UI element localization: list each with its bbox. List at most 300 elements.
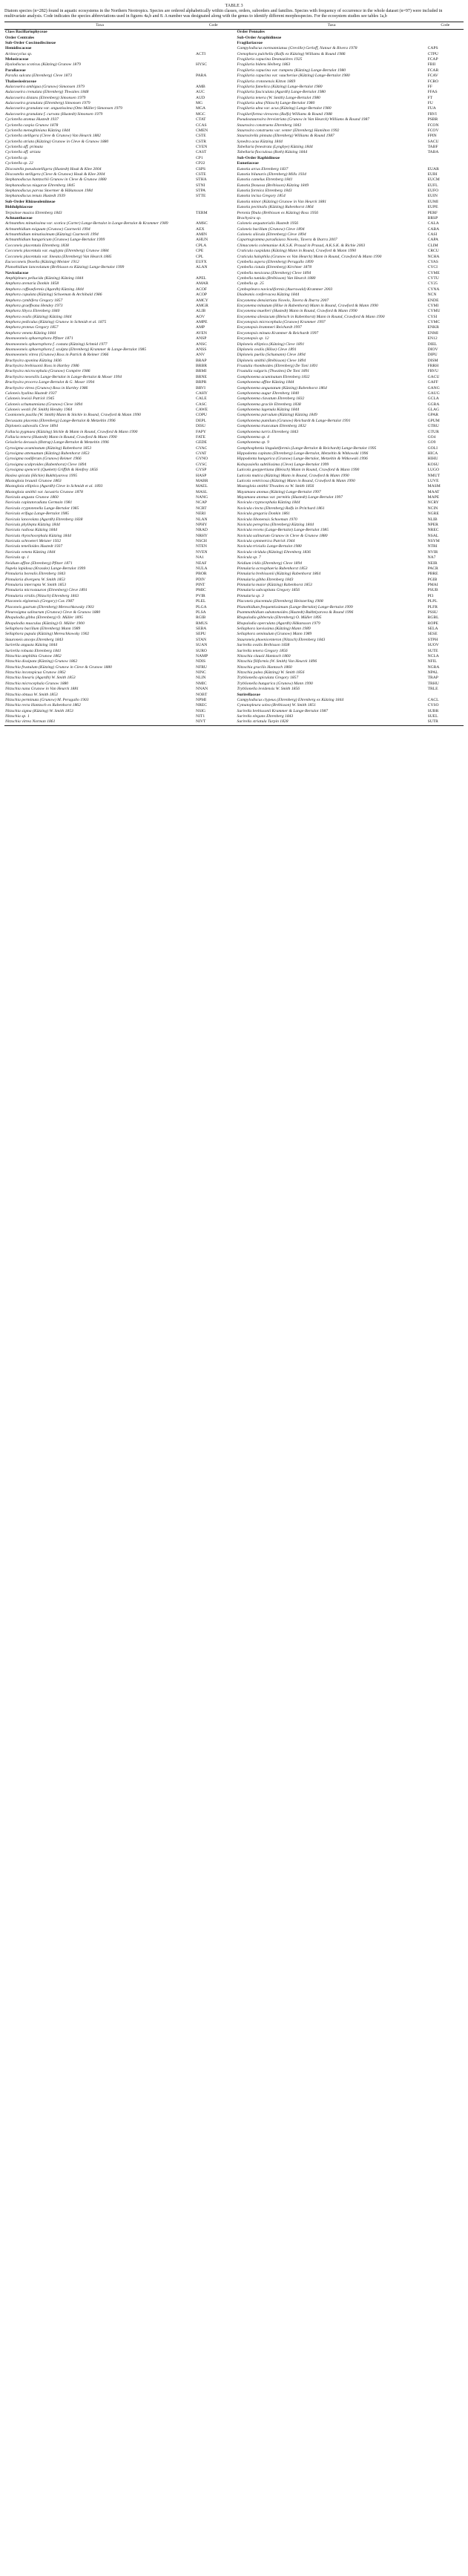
- taxon-right: Brachysira sp.: [237, 215, 262, 220]
- taxon-right: Gomphonema affine Kützing 1844: [237, 380, 294, 385]
- taxon-left: Achnanthidium exiguum (Grunow) Czarnecki 1994: [5, 226, 90, 232]
- code-right: NEIR: [427, 560, 438, 566]
- table-row: [4, 315, 464, 320]
- code-right: SUEL: [427, 714, 438, 719]
- taxon-right: Hippodonta capitata (Ehrenberg) Lange-Bertalot, Metzeltin & Witkowski 1996: [237, 451, 369, 456]
- taxon-left: Geissleria decussis (Østrup) Lange-Bertalot & Metzeltin 1996: [5, 440, 109, 445]
- taxon-right: Fragilaria capucina var. rumpens (Kützing) Lange-Bertalot 1980: [237, 68, 346, 73]
- taxon-left: Caloneis lewisii Patrick 1945: [5, 396, 55, 402]
- table-row: [4, 555, 464, 560]
- code-right: [427, 30, 464, 36]
- taxon-left: Anomoeoneis sphaerophora f. costata (Kützing) Schmid 1977: [5, 341, 108, 347]
- code-right: PI3: [427, 593, 434, 598]
- table-row: [4, 369, 464, 374]
- code-right: [427, 161, 464, 166]
- code-right: CYMI: [427, 303, 439, 308]
- taxon-right: Fragilaria capucina Desmazières 1925: [237, 57, 303, 62]
- code-right: CYMC: [427, 320, 441, 324]
- taxon-left: Terpsinoe musica Ehrenberg 1843: [5, 210, 62, 215]
- taxon-right: Navicula peregrina (Ehrenberg) Kützing 1844: [237, 522, 314, 527]
- taxon-right: Surirella brebissonii Krammer & Lange-Bertalot 1987: [237, 708, 329, 713]
- code-right: CASI: [427, 232, 438, 237]
- taxon-left: Navicula sp. 1: [5, 555, 30, 560]
- taxon-left: Amphora veneta Kützing 1844: [5, 330, 56, 336]
- code-left: AVEN: [196, 330, 207, 336]
- code-left: EUFX: [196, 259, 207, 264]
- table-row: [4, 325, 464, 330]
- taxon-right: Nitzschia palea (Kützing) W. Smith 1856: [237, 670, 305, 675]
- code-right: NVIR: [427, 549, 438, 555]
- taxon-right: Diploneis ovalis (Hilse) Cleve 1891: [237, 347, 297, 352]
- taxon-left: Aulacoseira granulata (Ehrenberg) Simonsen 1979: [5, 101, 90, 105]
- code-left: NULA: [196, 566, 208, 571]
- code-left: NA1: [196, 555, 204, 560]
- code-right: NMUT: [427, 473, 441, 478]
- code-left: NRAD: [196, 528, 208, 533]
- code-right: FPIN: [427, 134, 437, 139]
- code-right: NFIL: [427, 659, 438, 664]
- taxon-left: Naviculaceae: [5, 270, 29, 275]
- code-left: CPL: [196, 254, 204, 259]
- taxon-left: Paraliaceae: [5, 68, 26, 73]
- table-row: [4, 172, 464, 177]
- code-left: AEX: [196, 226, 205, 232]
- code-right: LUVE: [427, 478, 439, 483]
- code-left: COPU: [196, 413, 207, 418]
- code-right: NPER: [427, 522, 438, 527]
- code-right: HIHU: [427, 457, 438, 462]
- taxon-left: Stephanodiscus niagarae Ehrenberg 1845: [5, 183, 75, 188]
- code-left: [195, 57, 231, 62]
- code-left: MABR: [196, 478, 208, 483]
- table-row: [4, 150, 464, 155]
- code-left: SURO: [196, 648, 207, 653]
- code-right: NSAL: [427, 533, 439, 538]
- taxon-right: Luticola mutica (Kützing) Mann in Round, Crawford & Mann 1990: [237, 473, 349, 478]
- taxon-right: Pinnularia acrosphaeria Rabenhorst 1853: [237, 566, 308, 571]
- taxon-left: Rhopalodia gibba (Ehrenberg) O. Müller 1895: [5, 615, 83, 621]
- taxon-left: Brachysira microcephala (Grunow) Compère 1986: [5, 369, 90, 374]
- table-row: [4, 68, 464, 73]
- table-row: [4, 511, 464, 517]
- taxon-right: Staurosira construens var. venter (Ehrenberg) Hamilton 1992: [237, 128, 340, 133]
- taxon-left: Mastogloia braunii Grunow 1863: [5, 478, 62, 483]
- table-row: [4, 396, 464, 402]
- header-taxa-left: Taxa: [4, 22, 195, 29]
- code-left: AUD: [196, 95, 205, 100]
- code-left: CAHY: [196, 390, 208, 396]
- code-right: FCON: [427, 122, 439, 128]
- taxon-right: Gomphonema augur Ehrenberg 1840: [237, 390, 300, 396]
- taxon-right: Cymbella cistula (Ehrenberg) Kirchner 1878: [237, 265, 312, 270]
- code-left: NNAN: [196, 687, 208, 692]
- taxon-left: Gyrosigma scalproides (Rabenhorst) Cleve 1894: [5, 462, 87, 467]
- taxon-right: Caloneis silicula (Ehrenberg) Cleve 1894: [237, 232, 306, 237]
- table-row: [4, 687, 464, 692]
- code-left: GEDE: [196, 440, 207, 445]
- taxon-right: Navicula libonensis Schoeman 1970: [237, 517, 297, 522]
- code-left: STHA: [196, 177, 207, 183]
- table-row: [4, 30, 464, 36]
- taxon-left: Aulacoseira granulata var. angustissima (Otto Müller) Simonsen 1979: [5, 106, 122, 111]
- table-row: [4, 605, 464, 610]
- code-right: FCRO: [427, 79, 439, 84]
- taxon-left: Gyrosigma nodiferum (Grunow) Reimer 1966: [5, 457, 82, 462]
- code-right: PLFR: [427, 604, 438, 609]
- table-row: [4, 665, 464, 670]
- table-row: [4, 638, 464, 643]
- code-right: CABA: [427, 226, 440, 232]
- header-code-left: Code: [195, 22, 231, 29]
- code-left: PLSA: [196, 609, 206, 615]
- table-row: [4, 506, 464, 511]
- taxon-left: Stephanodiscus parvus Stoermer & Håkansson 1984: [5, 189, 93, 193]
- table-row: [4, 572, 464, 577]
- table-row: [4, 386, 464, 391]
- taxon-left: Rhopalodia musculus (Kützing) O. Müller 1900: [5, 621, 85, 626]
- code-left: AMCY: [196, 298, 208, 303]
- code-right: BRSP: [427, 215, 438, 220]
- taxon-right: Gomphonema parvulum (Kützing) Kützing 1849: [237, 413, 317, 418]
- taxon-left: Navicula schroeteri Meister 1932: [5, 539, 62, 543]
- code-left: AMIN: [196, 232, 207, 237]
- taxon-right: Sellaphora laevissima (Kützing) Mann 1989: [237, 627, 311, 631]
- code-left: SUAN: [196, 643, 208, 648]
- table-row: [4, 265, 464, 270]
- code-left: [195, 271, 231, 276]
- taxon-left: Cyclotella sp.: [5, 155, 28, 160]
- code-left: PINT: [196, 583, 205, 587]
- code-left: PDIV: [196, 577, 206, 582]
- taxon-left: Navicula angusta Grunow 1860: [5, 495, 59, 500]
- code-left: BRPR: [196, 380, 207, 385]
- code-right: NGRA: [427, 664, 440, 670]
- table-caption: [4, 3, 464, 20]
- code-left: ANSS: [196, 347, 207, 352]
- taxon-left: Cyclotella aff. primata: [5, 145, 43, 149]
- code-left: CYEN: [196, 145, 208, 149]
- taxon-left: Discostella pseudostelligera (Hustedt) Houk & Klee 2004: [5, 166, 102, 171]
- code-left: NFRU: [196, 664, 207, 670]
- table-row: [4, 156, 464, 161]
- code-right: GO4: [427, 434, 436, 439]
- taxon-right: Sub-Order Raphidineae: [237, 155, 280, 160]
- taxon-right: Surirella elegans Ehrenberg 1843: [237, 714, 294, 719]
- code-left: TERM: [196, 210, 208, 215]
- taxon-right: Luticola goeppertiana (Bleisch) Mann in Round, Crawford & Mann 1990: [237, 468, 360, 473]
- taxon-left: Caloneis schumanniana (Grunow) Cleve 1894: [5, 402, 83, 407]
- code-right: NCLA: [427, 653, 439, 658]
- code-left: [195, 36, 231, 41]
- taxon-right: Placoneis placentula (Ehrenberg) Heinzerling 1908: [237, 599, 323, 604]
- code-left: CPLA: [196, 243, 207, 248]
- taxon-right: Encyonopsis microcephala (Grunow) Krammer 1997: [237, 320, 326, 324]
- taxon-left: Navicula veneta Kützing 1844: [5, 549, 56, 555]
- taxon-left: Cyclotella meneghiniana Kützing 1844: [5, 128, 70, 133]
- table-row: [4, 659, 464, 664]
- code-left: [195, 205, 231, 210]
- table-row: [4, 73, 464, 79]
- table-row: [4, 380, 464, 385]
- taxon-left: Diploneis subovalis Cleve 1894: [5, 424, 59, 429]
- code-left: NCAP: [196, 500, 207, 506]
- taxon-right: Fragilaria crotonensis Kitton 1869: [237, 79, 296, 84]
- taxon-right: Peronia fibula (Brébisson ex Kützing) Ross 1956: [237, 210, 319, 215]
- taxon-left: Hyalodiscus scoticus (Kützing) Grunow 1879: [5, 62, 81, 68]
- code-right: FCAP: [427, 57, 438, 62]
- taxon-left: Amphora pediculus (Kützing) Grunow in Schmidt et al. 1875: [5, 320, 107, 324]
- code-right: GANG: [427, 385, 440, 390]
- code-left: CAWE: [196, 408, 208, 412]
- taxon-left: Amphora graeffeana Hendey 1973: [5, 303, 63, 308]
- code-right: DIEL: [427, 341, 438, 347]
- code-right: GAUG: [427, 390, 440, 396]
- taxon-right: Tabellaria flocculosa (Roth) Kützing 1844: [237, 150, 308, 155]
- table-title: TABLE 3: [225, 3, 243, 8]
- table-row: [4, 419, 464, 424]
- taxon-right: Fragilaria tenera (W. Smith) Lange-Bertalot 1980: [237, 95, 320, 100]
- taxon-right: Navicula cincta (Ehrenberg) Ralfs in Pritchard 1861: [237, 506, 325, 511]
- code-right: GGRA: [427, 402, 440, 407]
- code-left: ACTI: [196, 51, 206, 56]
- table-row: [4, 281, 464, 287]
- taxon-right: Diploneis smithii (Brébisson) Cleve 1894: [237, 358, 306, 363]
- code-left: PLEL: [196, 599, 206, 604]
- code-right: NTRI: [427, 544, 438, 549]
- taxon-right: Nitzschia clausii Hantzsch 1860: [237, 653, 291, 658]
- taxon-left: Nitzschia frustulum (Kützing) Grunow in Cleve & Grunow 1880: [5, 664, 112, 670]
- taxon-left: Fallacia pygmaea (Kützing) Stickle & Mann in Round, Crawford & Mann 1990: [5, 429, 138, 434]
- taxon-right: Fragilaria ulna var. acus (Kützing) Lange-Bertalot 1980: [237, 106, 332, 111]
- table-row: [4, 320, 464, 325]
- table-caption-text: Diatom species (n=282) found in aquatic ecosystems in the Northern Neotropics. Species are ordered alphabetically within classes, orders, suborders and families. Species with frequency of occurrence in the whole dataset (n=97) were included in multivariate analysis. Code indicates the species abbreviations used in figures 4a,b and 8. A number was designated along with the genus to identify different morphospecies. For the ecosystem studies see tables 1a,b: [4, 8, 443, 19]
- taxon-right: Encyonema densistriata Novelo, Tavera & Ibarra 2007: [237, 298, 329, 303]
- code-right: FCOV: [427, 128, 439, 133]
- taxon-right: Tryblionella levidensis W. Smith 1856: [237, 687, 300, 692]
- code-right: CYSI: [427, 314, 438, 319]
- table-row: [4, 500, 464, 506]
- table-row: [4, 534, 464, 539]
- code-left: SEPU: [196, 632, 206, 637]
- code-left: [195, 46, 231, 51]
- code-left: GYNO: [196, 457, 208, 462]
- table-row: [4, 255, 464, 260]
- code-right: GAFF: [427, 380, 438, 385]
- code-left: BRMI: [196, 369, 207, 374]
- table-row: [4, 249, 464, 254]
- code-right: EUFL: [427, 183, 438, 188]
- code-right: EUAR: [427, 166, 439, 171]
- table-row: [4, 676, 464, 681]
- code-left: CP1: [196, 155, 203, 160]
- code-right: EUFO: [427, 189, 439, 193]
- taxon-left: Hemidiscaceae: [5, 46, 32, 51]
- taxon-right: Gomphosphenia lingulatiformis (Lange-Bertalot & Reichardt) Lange-Bertalot 1995: [237, 445, 377, 451]
- code-right: PERF: [427, 210, 438, 215]
- taxon-left: Caloneis westii (W. Smith) Hendey 1964: [5, 408, 73, 412]
- taxon-left: Stephanodiscus hantzschii Grunow in Cleve & Grunow 1880: [5, 177, 107, 183]
- taxon-left: Navicula radiosa Kützing 1844: [5, 528, 58, 533]
- code-right: CAPA: [427, 238, 439, 243]
- code-left: MGA: [196, 106, 206, 111]
- code-right: GTRU: [427, 424, 439, 429]
- taxon-left: Thalassiosiraceae: [5, 79, 36, 84]
- taxon-right: Pinnularia brebissonii (Kützing) Rabenhorst 1864: [237, 572, 321, 577]
- taxon-right: Frustulia vulgaris (Thwaites) De Toni 1891: [237, 369, 310, 374]
- taxon-right: Navicula symmetrica Patrick 1944: [237, 539, 295, 543]
- table-row: [4, 681, 464, 687]
- table-row: [4, 117, 464, 122]
- taxon-left: Cyclotella striata (Kützing) Grunow in Cleve & Grunow 1880: [5, 139, 109, 144]
- taxon-right: Eunotia minor (Kützing) Grunow in Van Heurck 1881: [237, 199, 327, 204]
- taxon-left: Amphora cymbifera Gregory 1857: [5, 298, 63, 303]
- table-row: [4, 643, 464, 648]
- table-row: [4, 430, 464, 435]
- taxon-right: Pinnularia gibba Ehrenberg 1843: [237, 577, 294, 582]
- taxon-right: Caloneis aequatorialis Hustedt 1956: [237, 221, 299, 226]
- code-left: ACOF: [196, 287, 207, 292]
- taxon-left: Cocconeis placentula Ehrenberg 1838: [5, 243, 69, 248]
- code-right: FCAV: [427, 73, 438, 79]
- code-right: STPH: [427, 637, 438, 642]
- code-left: ACOP: [196, 292, 207, 298]
- code-left: STTE: [196, 194, 206, 199]
- code-right: CYAS: [427, 259, 438, 264]
- code-right: EUPE: [427, 205, 438, 210]
- code-right: GPAR: [427, 413, 439, 418]
- code-left: CSTE: [196, 171, 206, 177]
- code-right: NCN: [427, 292, 437, 298]
- code-left: MASL: [196, 489, 208, 494]
- taxon-left: Nitzschia vitrea Norman 1861: [4, 719, 195, 725]
- table-row: [4, 588, 464, 593]
- taxon-right: Navicula cryptocephala Kützing 1844: [237, 500, 300, 506]
- taxon-right: Caloneis bacillum (Grunow) Cleve 1894: [237, 226, 305, 232]
- code-right: CYMU: [427, 309, 441, 314]
- taxon-right: Eunotia formica Ehrenberg 1843: [237, 189, 292, 193]
- table-row: [4, 140, 464, 145]
- taxon-left: Biddulphiaceae: [5, 205, 33, 210]
- taxon-left: Cyclotella sp. 22: [5, 161, 33, 166]
- taxon-left: Nitzschia linearis (Agardh) W. Smith 1853: [5, 676, 76, 681]
- taxon-left: Brachysira neoexilis Lange-Bertalot in Lange-Bertalot & Moser 1994: [5, 374, 122, 379]
- code-left: AHUN: [196, 238, 208, 243]
- taxon-right: Navicula salinarum Grunow in Cleve & Grunow 1880: [237, 533, 328, 538]
- taxon-left: Aulacoseira ambigua (Grunow) Simonsen 1979: [5, 84, 85, 89]
- taxon-right: Surirella striatula Turpin 1828: [237, 719, 427, 725]
- taxon-left: Brachysira aponina Kützing 1836: [5, 358, 62, 363]
- table-row: [4, 703, 464, 708]
- code-left: ANV: [196, 353, 205, 358]
- code-right: SESE: [427, 632, 438, 637]
- table-row: [4, 714, 464, 719]
- taxon-right: Mayamaea atomus var. permitis (Hustedt) Lange-Bertalot 1997: [237, 495, 343, 500]
- taxon-left: Gyrosigma acuminatum (Kützing) Rabenhorst 1853: [5, 445, 92, 451]
- taxon-right: Cymatopleura solea (Brébisson) W. Smith 1851: [237, 703, 316, 708]
- taxon-left: Neidium affine (Ehrenberg) Pfitzer 1871: [5, 560, 73, 566]
- taxon-right: Gomphonema sp. 4: [237, 434, 269, 439]
- code-left: GYAC: [196, 445, 208, 451]
- code-left: NCRT: [196, 506, 207, 511]
- table-row: [4, 424, 464, 429]
- table-row: [4, 621, 464, 627]
- table-row: [4, 539, 464, 544]
- code-right: EUMI: [427, 199, 438, 204]
- code-right: NCIN: [427, 506, 438, 511]
- taxon-right: Frustulia rhomboides (Ehrenberg) De Toni 1891: [237, 364, 318, 368]
- taxon-left: Pleurosigma salinarum (Grunow) Cleve & Grunow 1880: [5, 609, 101, 615]
- taxon-left: Fallacia tenera (Hustedt) Mann in Round, Crawford & Mann 1990: [5, 434, 117, 439]
- table-row: [4, 578, 464, 583]
- taxon-left: Class Bacillariophyceae: [5, 30, 47, 35]
- table-row: [4, 413, 464, 418]
- taxon-right: Gomphonema lagenula Kützing 1844: [237, 408, 300, 412]
- taxon-right: Hippodonta hungarica (Grunow) Lange-Bertalot, Metzeltin & Witkowski 1996: [237, 457, 368, 462]
- code-right: NCRY: [427, 500, 439, 506]
- taxon-right: Navicula viridula (Kützing) Ehrenberg 1836: [237, 549, 311, 555]
- taxon-right: Tryblionella hungarica (Grunow) Mann 1990: [237, 681, 313, 686]
- taxon-left: Stephanodiscus tenuis Hustedt 1939: [5, 194, 65, 199]
- taxon-left: Achnanthidium hungaricum (Grunow) Lange-Bertalot 1999: [5, 238, 105, 243]
- table-row: [4, 632, 464, 637]
- taxon-left: Pinnularia borealis Ehrenberg 1843: [5, 572, 66, 577]
- code-left: NVEN: [196, 549, 208, 555]
- taxon-right: Surirella ovalis Brébisson 1838: [237, 643, 290, 648]
- code-right: CAPS: [427, 46, 438, 51]
- code-right: FT: [427, 95, 433, 100]
- code-left: AMGR: [196, 303, 208, 308]
- taxon-left: Amphora coffeaeformis (Agardh) Kützing 1844: [5, 287, 84, 292]
- taxon-right: Gomphonema angustatum (Kützing) Rabenhorst 1864: [237, 385, 327, 390]
- taxon-right: Navicula recens (Lange-Bertalot) Lange-Bertalot 1985: [237, 528, 329, 533]
- code-left: SEBA: [196, 627, 207, 631]
- taxon-right: Eunotiaceae: [237, 161, 259, 166]
- table-row: [4, 145, 464, 150]
- code-right: GOLI: [427, 445, 438, 451]
- code-left: NRHY: [196, 533, 208, 538]
- taxon-right: Order Pennales: [237, 30, 265, 35]
- code-right: NA7: [427, 555, 436, 560]
- taxon-right: Fragilaria capucina var. vaucheriae (Kützing) Lange-Bertalot 1980: [237, 73, 350, 79]
- taxon-right: Fragilariaceae: [237, 40, 263, 45]
- taxon-left: Melosiraceae: [5, 57, 29, 62]
- page: [0, 0, 468, 726]
- taxon-left: Nitzschia nana Grunow in Van Heurck 1881: [5, 687, 79, 692]
- taxon-right: Fragilaria famelica (Kützing) Lange-Bertalot 1980: [237, 84, 323, 89]
- taxon-right: Craticula halophila (Grunow ex Van Heurck) Mann in Round, Crawford & Mann 1990: [237, 254, 382, 259]
- code-right: [427, 693, 464, 698]
- taxon-left: Nitzschia amphibia Grunow 1862: [5, 653, 62, 658]
- taxon-right: Tryblionella apiculata Gregory 1857: [237, 676, 299, 681]
- table-row: [4, 468, 464, 473]
- code-right: [427, 41, 464, 46]
- code-right: SELA: [427, 627, 438, 631]
- table-row: [4, 304, 464, 309]
- table-row: [4, 106, 464, 111]
- taxon-right: Pinnularia maior (Kützing) Rabenhorst 1853: [237, 583, 312, 587]
- code-right: TRLE: [427, 687, 438, 692]
- taxon-left: Mastogloia elliptica (Agardh) Cleve in Schmidt et al. 1893: [5, 484, 103, 489]
- taxon-left: Gyrosigma spencerii (Quekett) Griffith & Henfrey 1856: [5, 468, 98, 473]
- code-right: SUOV: [427, 643, 439, 648]
- table-row: [4, 96, 464, 101]
- taxon-right: Rhopalodia operculata (Agardh) Håkansson 1979: [237, 621, 320, 626]
- taxon-right: Nitzschia gracilis Hantzsch 1860: [237, 664, 292, 670]
- taxon-right: Fragilariforma virescens (Ralfs) Williams & Round 1988: [237, 111, 332, 117]
- taxa-table: [4, 22, 464, 726]
- table-row: [4, 298, 464, 304]
- table-row: [4, 41, 464, 46]
